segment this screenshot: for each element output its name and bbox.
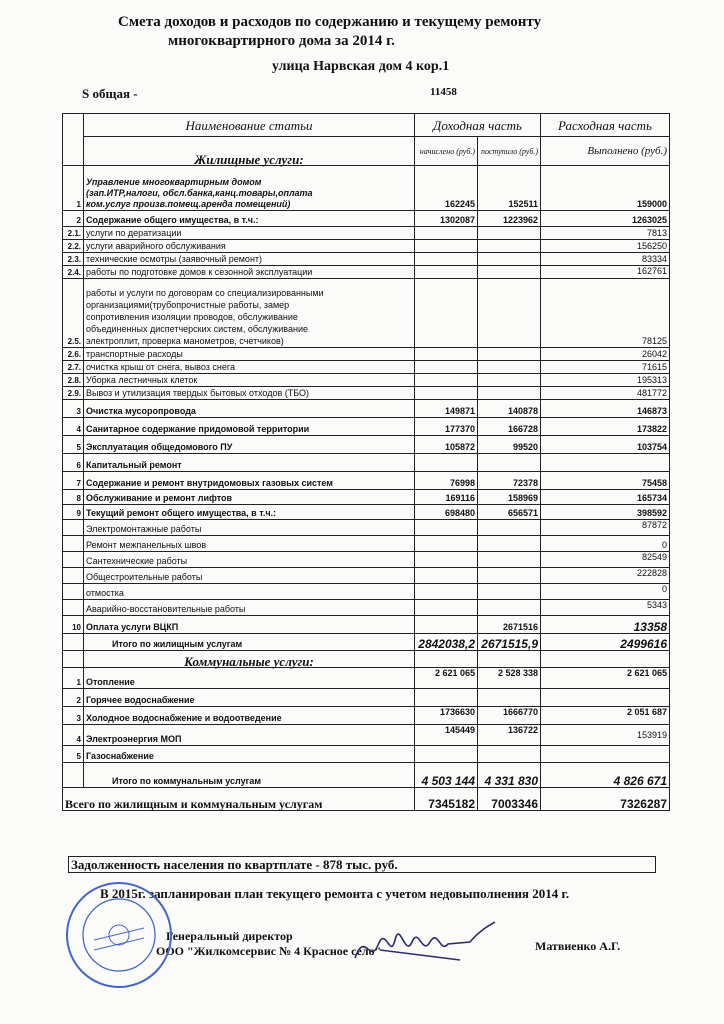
title-line-2: многоквартирного дома за 2014 г. bbox=[168, 33, 395, 49]
total-row-communal: Итого по коммунальным услугам 4 503 144 4 331 830 4 826 671 bbox=[63, 763, 670, 788]
total-area-value: 11458 bbox=[430, 86, 457, 98]
grand-total-row: Всего по жилищным и коммунальным услугам 7345182 7003346 7326287 bbox=[63, 788, 670, 811]
table-row: 9 Текущий ремонт общего имущества, в т.ч.: 698480 656571 398592 bbox=[63, 505, 670, 520]
table-row: 2.8. Уборка лестничных клеток 195313 bbox=[63, 374, 670, 387]
signer-name: Матвиенко А.Г. bbox=[535, 939, 621, 953]
total-row-housing: Итого по жилищным услугам 2842038,2 2671515,9 2499616 bbox=[63, 634, 670, 651]
table-row: 2 Горячее водоснабжение bbox=[63, 689, 670, 707]
col-name-header: Наименование статьи bbox=[84, 114, 415, 137]
col-accrued: начислено (руб.) bbox=[415, 137, 478, 166]
table-row: Электромонтажные работы 87872 bbox=[63, 520, 670, 536]
table-row: 3 Холодное водоснабжение и водоотведение 1736630 1666770 2 051 687 bbox=[63, 707, 670, 725]
table-row: 7 Содержание и ремонт внутридомовых газовых систем 76998 72378 75458 bbox=[63, 472, 670, 490]
col-income-header: Доходная часть bbox=[415, 114, 541, 137]
table-row: 8 Обслуживание и ремонт лифтов 169116 158969 165734 bbox=[63, 490, 670, 505]
title-line-1: Смета доходов и расходов по содержанию и текущему ремонту bbox=[118, 14, 542, 30]
section-housing: Жилищные услуги: bbox=[84, 137, 415, 166]
company-name: ООО "Жилкомсервис № 4 Красное село" bbox=[156, 944, 382, 958]
director-title: Генеральный директор bbox=[166, 929, 293, 943]
table-row: 2.1. услуги по дератизации 7813 bbox=[63, 227, 670, 240]
street-address: улица Нарвская дом 4 кор.1 bbox=[272, 59, 450, 74]
company-seal-icon bbox=[64, 880, 174, 990]
table-row: 2.6. транспортные расходы 26042 bbox=[63, 348, 670, 361]
col-done: Выполнено (руб.) bbox=[541, 137, 670, 166]
table-row: 3 Очистка мусоропровода 149871 140878 146873 bbox=[63, 400, 670, 418]
table-row: 5 Эксплуатация общедомового ПУ 105872 99520 103754 bbox=[63, 436, 670, 454]
table-row: отмостка 0 bbox=[63, 584, 670, 600]
table-row: 2.5. работы и услуги по договорам со специализированными организациями(трубопрочистные работы, замер сопротивления изоляции проводов, обслуживание объединенных диспетчерских систем, обслуживание электроплит, проверка манометров, счетчиков) 78125 bbox=[63, 279, 670, 348]
table-row: 2.2. услуги аварийного обслуживания 156250 bbox=[63, 240, 670, 253]
table-row: Общестроительные работы 222828 bbox=[63, 568, 670, 584]
table-row: 5 Газоснабжение bbox=[63, 746, 670, 763]
table-row: 1 Отопление 2 621 065 2 528 338 2 621 065 bbox=[63, 668, 670, 689]
table-row: 2.9. Вывоз и утилизация твердых бытовых отходов (ТБО) 481772 bbox=[63, 387, 670, 400]
section-communal-row bbox=[63, 651, 670, 668]
table-row: 1 Управление многоквартирным домом (зап.ИТР,налоги, обсл.банка,канц.товары,оплата ком.услуг произв.помещ.аренда помещений) 162245 152511 159000 bbox=[63, 166, 670, 211]
debt-note: Задолженность населения по квартплате - 878 тыс. руб. bbox=[68, 856, 656, 873]
table-row: Ремонт межпанельных швов 0 bbox=[63, 536, 670, 552]
plan-note: В 2015г. запланирован план текущего ремонта с учетом недовыполнения 2014 г. bbox=[100, 886, 570, 901]
table-row: 4 Электроэнергия МОП 145449 136722 153919 bbox=[63, 725, 670, 746]
table-row: Аварийно-восстановительные работы 5343 bbox=[63, 600, 670, 616]
signature-icon bbox=[350, 920, 500, 970]
estimate-table bbox=[62, 113, 670, 811]
table-subheader-row bbox=[63, 137, 670, 166]
table-row: 10 Оплата услуги ВЦКП 2671516 13358 bbox=[63, 616, 670, 634]
total-area-label: S общая - bbox=[82, 86, 138, 101]
col-received: поступило (руб.) bbox=[478, 137, 541, 166]
table-row: 2.3. технические осмотры (заявочный ремонт) 83334 bbox=[63, 253, 670, 266]
table-row: 2.7. очистка крыш от снега, вывоз снега 71615 bbox=[63, 361, 670, 374]
table-row: 4 Санитарное содержание придомовой территории 177370 166728 173822 bbox=[63, 418, 670, 436]
section-communal: Коммунальные услуги: bbox=[84, 651, 415, 668]
table-row: 2.4. работы по подготовке домов к сезонной эксплуатации 162761 bbox=[63, 266, 670, 279]
table-header-row bbox=[63, 114, 670, 137]
table-row: Сантехнические работы 82549 bbox=[63, 552, 670, 568]
table-row: 2 Содержание общего имущества, в т.ч.: 1302087 1223962 1263025 bbox=[63, 211, 670, 227]
col-expense-header: Расходная часть bbox=[541, 114, 670, 137]
table-row: 6 Капитальный ремонт bbox=[63, 454, 670, 472]
